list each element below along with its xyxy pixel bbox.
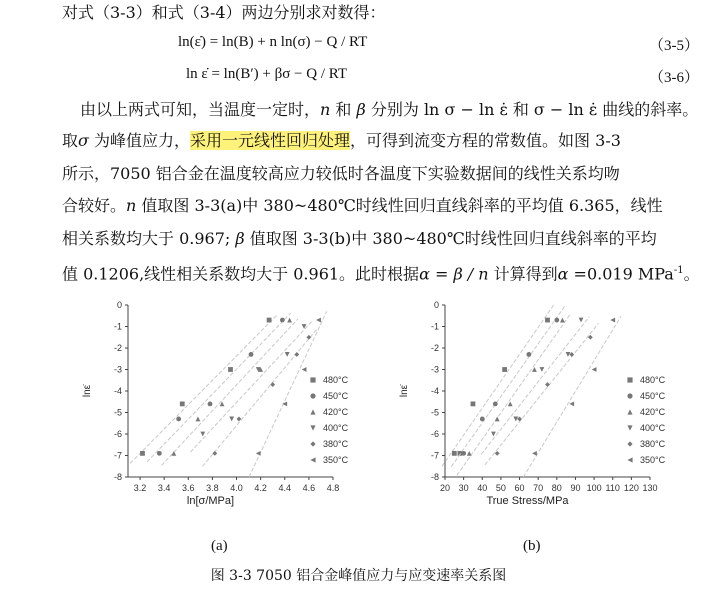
- x-tick-label: 4.6: [302, 483, 316, 493]
- y-tick-label: -5: [430, 407, 439, 418]
- data-point: [228, 367, 233, 372]
- data-point: [157, 451, 162, 456]
- x-tick-label: 80: [551, 483, 562, 493]
- y-tick-label: -6: [113, 429, 122, 439]
- x-axis-label: True Stress/MPa: [486, 495, 569, 507]
- data-point: [196, 417, 201, 422]
- fit-line-380°C: [485, 323, 599, 465]
- data-point: [560, 318, 565, 323]
- legend-marker: [627, 457, 632, 462]
- data-point: [502, 367, 507, 372]
- x-axis-label: ln[σ/MPa]: [186, 495, 235, 507]
- y-tick-label: -2: [113, 343, 122, 353]
- data-point: [208, 402, 213, 407]
- x-tick-label: 60: [514, 483, 525, 493]
- y-tick-label: -4: [113, 386, 122, 396]
- legend-marker: [627, 425, 632, 430]
- legend-label: 400°C: [323, 423, 349, 433]
- x-tick-label: 20: [439, 483, 451, 493]
- legend-label: 450°C: [323, 391, 349, 401]
- legend-label: 480°C: [323, 375, 349, 385]
- y-axis-label: lnε̇: [82, 384, 93, 398]
- data-point: [540, 367, 545, 372]
- legend-label: 380°C: [640, 439, 666, 449]
- text-line-5: 合较好。n 值取图 3-3(a)中 380~480℃时线性回归直线斜率的平均值 6.365，线性: [62, 196, 663, 215]
- x-tick-label: 50: [495, 483, 506, 493]
- x-tick-label: 4.2: [254, 483, 267, 493]
- legend-marker: [310, 393, 315, 398]
- data-point: [526, 352, 531, 357]
- y-tick-label: 0: [433, 300, 439, 310]
- x-tick-label: 30: [458, 483, 469, 493]
- fit-line-420°C: [457, 314, 571, 476]
- data-point: [285, 352, 290, 357]
- data-point: [176, 417, 181, 422]
- legend-marker: [627, 409, 632, 414]
- data-point: [532, 367, 537, 372]
- y-tick-label: -3: [430, 364, 439, 375]
- data-point: [256, 451, 261, 456]
- x-tick-label: 90: [570, 483, 581, 493]
- text-line-2: 由以上两式可知，当温度一定时，n 和 β 分别为 ln σ − ln ε̇ 和 σ − ln ε̇ 曲线的斜率。: [80, 100, 699, 119]
- x-tick-label: 4.4: [278, 483, 292, 493]
- legend-label: 400°C: [640, 423, 666, 433]
- data-point: [287, 318, 292, 323]
- data-point: [171, 451, 176, 456]
- x-tick-label: 130: [642, 483, 658, 493]
- data-point: [493, 402, 498, 407]
- data-point: [200, 432, 205, 437]
- data-point: [467, 451, 472, 456]
- data-point: [517, 417, 522, 422]
- data-point: [316, 318, 321, 323]
- text-line-1: 对式（3-3）和式（3-4）两边分别求对数得：: [62, 3, 386, 22]
- legend-marker: [310, 409, 315, 414]
- y-tick-label: -3: [113, 364, 122, 375]
- x-tick-label: 3.8: [206, 483, 219, 493]
- data-point: [610, 318, 615, 323]
- equation-number-3-5: （3-5）: [649, 38, 699, 54]
- x-tick-label: 40: [477, 483, 488, 493]
- x-tick-label: 120: [623, 483, 639, 493]
- legend-marker: [310, 377, 315, 382]
- data-point: [495, 451, 500, 456]
- x-tick-label: 4.0: [230, 483, 243, 493]
- x-tick-label: 100: [586, 483, 602, 493]
- highlighted-text: 采用一元线性回归处理: [190, 131, 351, 150]
- legend-marker: [627, 377, 632, 382]
- data-point: [140, 451, 145, 456]
- data-point: [280, 318, 285, 323]
- text-line-4: 所示，7050 铝合金在温度较高应力较低时各温度下实验数据间的线性关系均吻: [62, 164, 620, 183]
- x-tick-label: 4.8: [326, 483, 340, 493]
- text-line-3: 取σ 为峰值应力，采用一元线性回归处理，可得到流变方程的常数值。如图 3-3: [62, 131, 621, 150]
- text-line-6: 相关系数均大于 0.967; β 值取图 3-3(b)中 380~480℃时线性回归直线斜率的平均: [62, 229, 657, 248]
- data-point: [545, 318, 550, 323]
- x-tick-label: 3.4: [157, 483, 171, 493]
- data-point: [545, 382, 550, 387]
- fit-line-400°C: [190, 321, 312, 452]
- subfigure-label-b: (b): [523, 538, 541, 554]
- x-tick-label: 3.2: [133, 483, 147, 493]
- legend-marker: [310, 457, 315, 462]
- data-point: [267, 318, 272, 323]
- y-tick-label: -8: [430, 472, 439, 482]
- legend-label: 420°C: [640, 407, 666, 417]
- data-point: [180, 402, 185, 407]
- y-tick-label: -6: [430, 429, 439, 439]
- fit-line-450°C: [147, 313, 291, 462]
- data-point: [554, 318, 559, 323]
- fit-line-480°C: [130, 315, 277, 464]
- legend-marker: [627, 441, 632, 446]
- y-tick-label: -1: [430, 321, 439, 332]
- equation-3-5: ln(ε̇) = ln(B) + n ln(σ) − Q / RT: [178, 34, 368, 50]
- data-point: [294, 352, 299, 357]
- fit-line-480°C: [442, 305, 554, 466]
- legend-marker: [310, 425, 315, 430]
- x-tick-label: 70: [533, 483, 544, 493]
- subfigure-label-a: (a): [211, 538, 228, 554]
- y-tick-label: -4: [430, 386, 439, 396]
- data-point: [306, 335, 311, 340]
- y-tick-label: -1: [113, 321, 122, 332]
- data-point: [452, 451, 457, 456]
- data-point: [579, 318, 584, 323]
- data-point: [569, 352, 574, 357]
- data-point: [237, 417, 242, 422]
- data-point: [461, 451, 466, 456]
- legend-marker: [627, 393, 632, 398]
- x-tick-label: 110: [605, 483, 620, 493]
- data-point: [491, 432, 496, 437]
- data-point: [480, 417, 485, 422]
- fit-line-420°C: [162, 319, 298, 465]
- legend-label: 420°C: [323, 407, 349, 417]
- legend-label: 380°C: [323, 439, 349, 449]
- figure-caption: 图 3-3 7050 铝合金峰值应力与应变速率关系图: [210, 568, 507, 584]
- fit-line-350°C: [249, 311, 327, 477]
- equation-3-6: ln ε̇ = ln(B′) + βσ − Q / RT: [186, 66, 348, 82]
- y-tick-label: 0: [116, 300, 122, 310]
- x-tick-label: 3.6: [182, 483, 195, 493]
- data-point: [592, 367, 597, 372]
- data-point: [249, 352, 254, 357]
- fit-line-350°C: [523, 316, 620, 477]
- legend-label: 350°C: [323, 455, 349, 465]
- fit-line-380°C: [203, 329, 318, 466]
- chart-a: [78, 295, 378, 525]
- data-point: [508, 402, 513, 407]
- y-tick-label: -7: [430, 450, 439, 461]
- legend-marker: [310, 441, 315, 446]
- y-tick-label: -8: [113, 472, 122, 482]
- y-axis-label: lnε̇: [399, 384, 410, 398]
- data-point: [569, 402, 574, 407]
- legend-label: 450°C: [640, 391, 666, 401]
- y-tick-label: -7: [113, 450, 122, 461]
- data-point: [212, 451, 217, 456]
- data-point: [495, 417, 500, 422]
- y-tick-label: -2: [430, 343, 439, 353]
- data-point: [270, 382, 275, 387]
- data-point: [302, 367, 307, 372]
- data-point: [229, 417, 234, 422]
- chart-b: [395, 295, 695, 525]
- data-point: [471, 402, 476, 407]
- equation-number-3-6: （3-6）: [649, 70, 699, 86]
- legend-label: 350°C: [640, 455, 666, 465]
- data-point: [532, 451, 537, 456]
- y-tick-label: -5: [113, 407, 122, 418]
- text-line-7: 值 0.1206,线性相关系数均大于 0.961。此时根据α = β / n 计算得到α =0.019 MPa$^{-1}$。: [62, 264, 700, 284]
- legend-label: 480°C: [640, 375, 666, 385]
